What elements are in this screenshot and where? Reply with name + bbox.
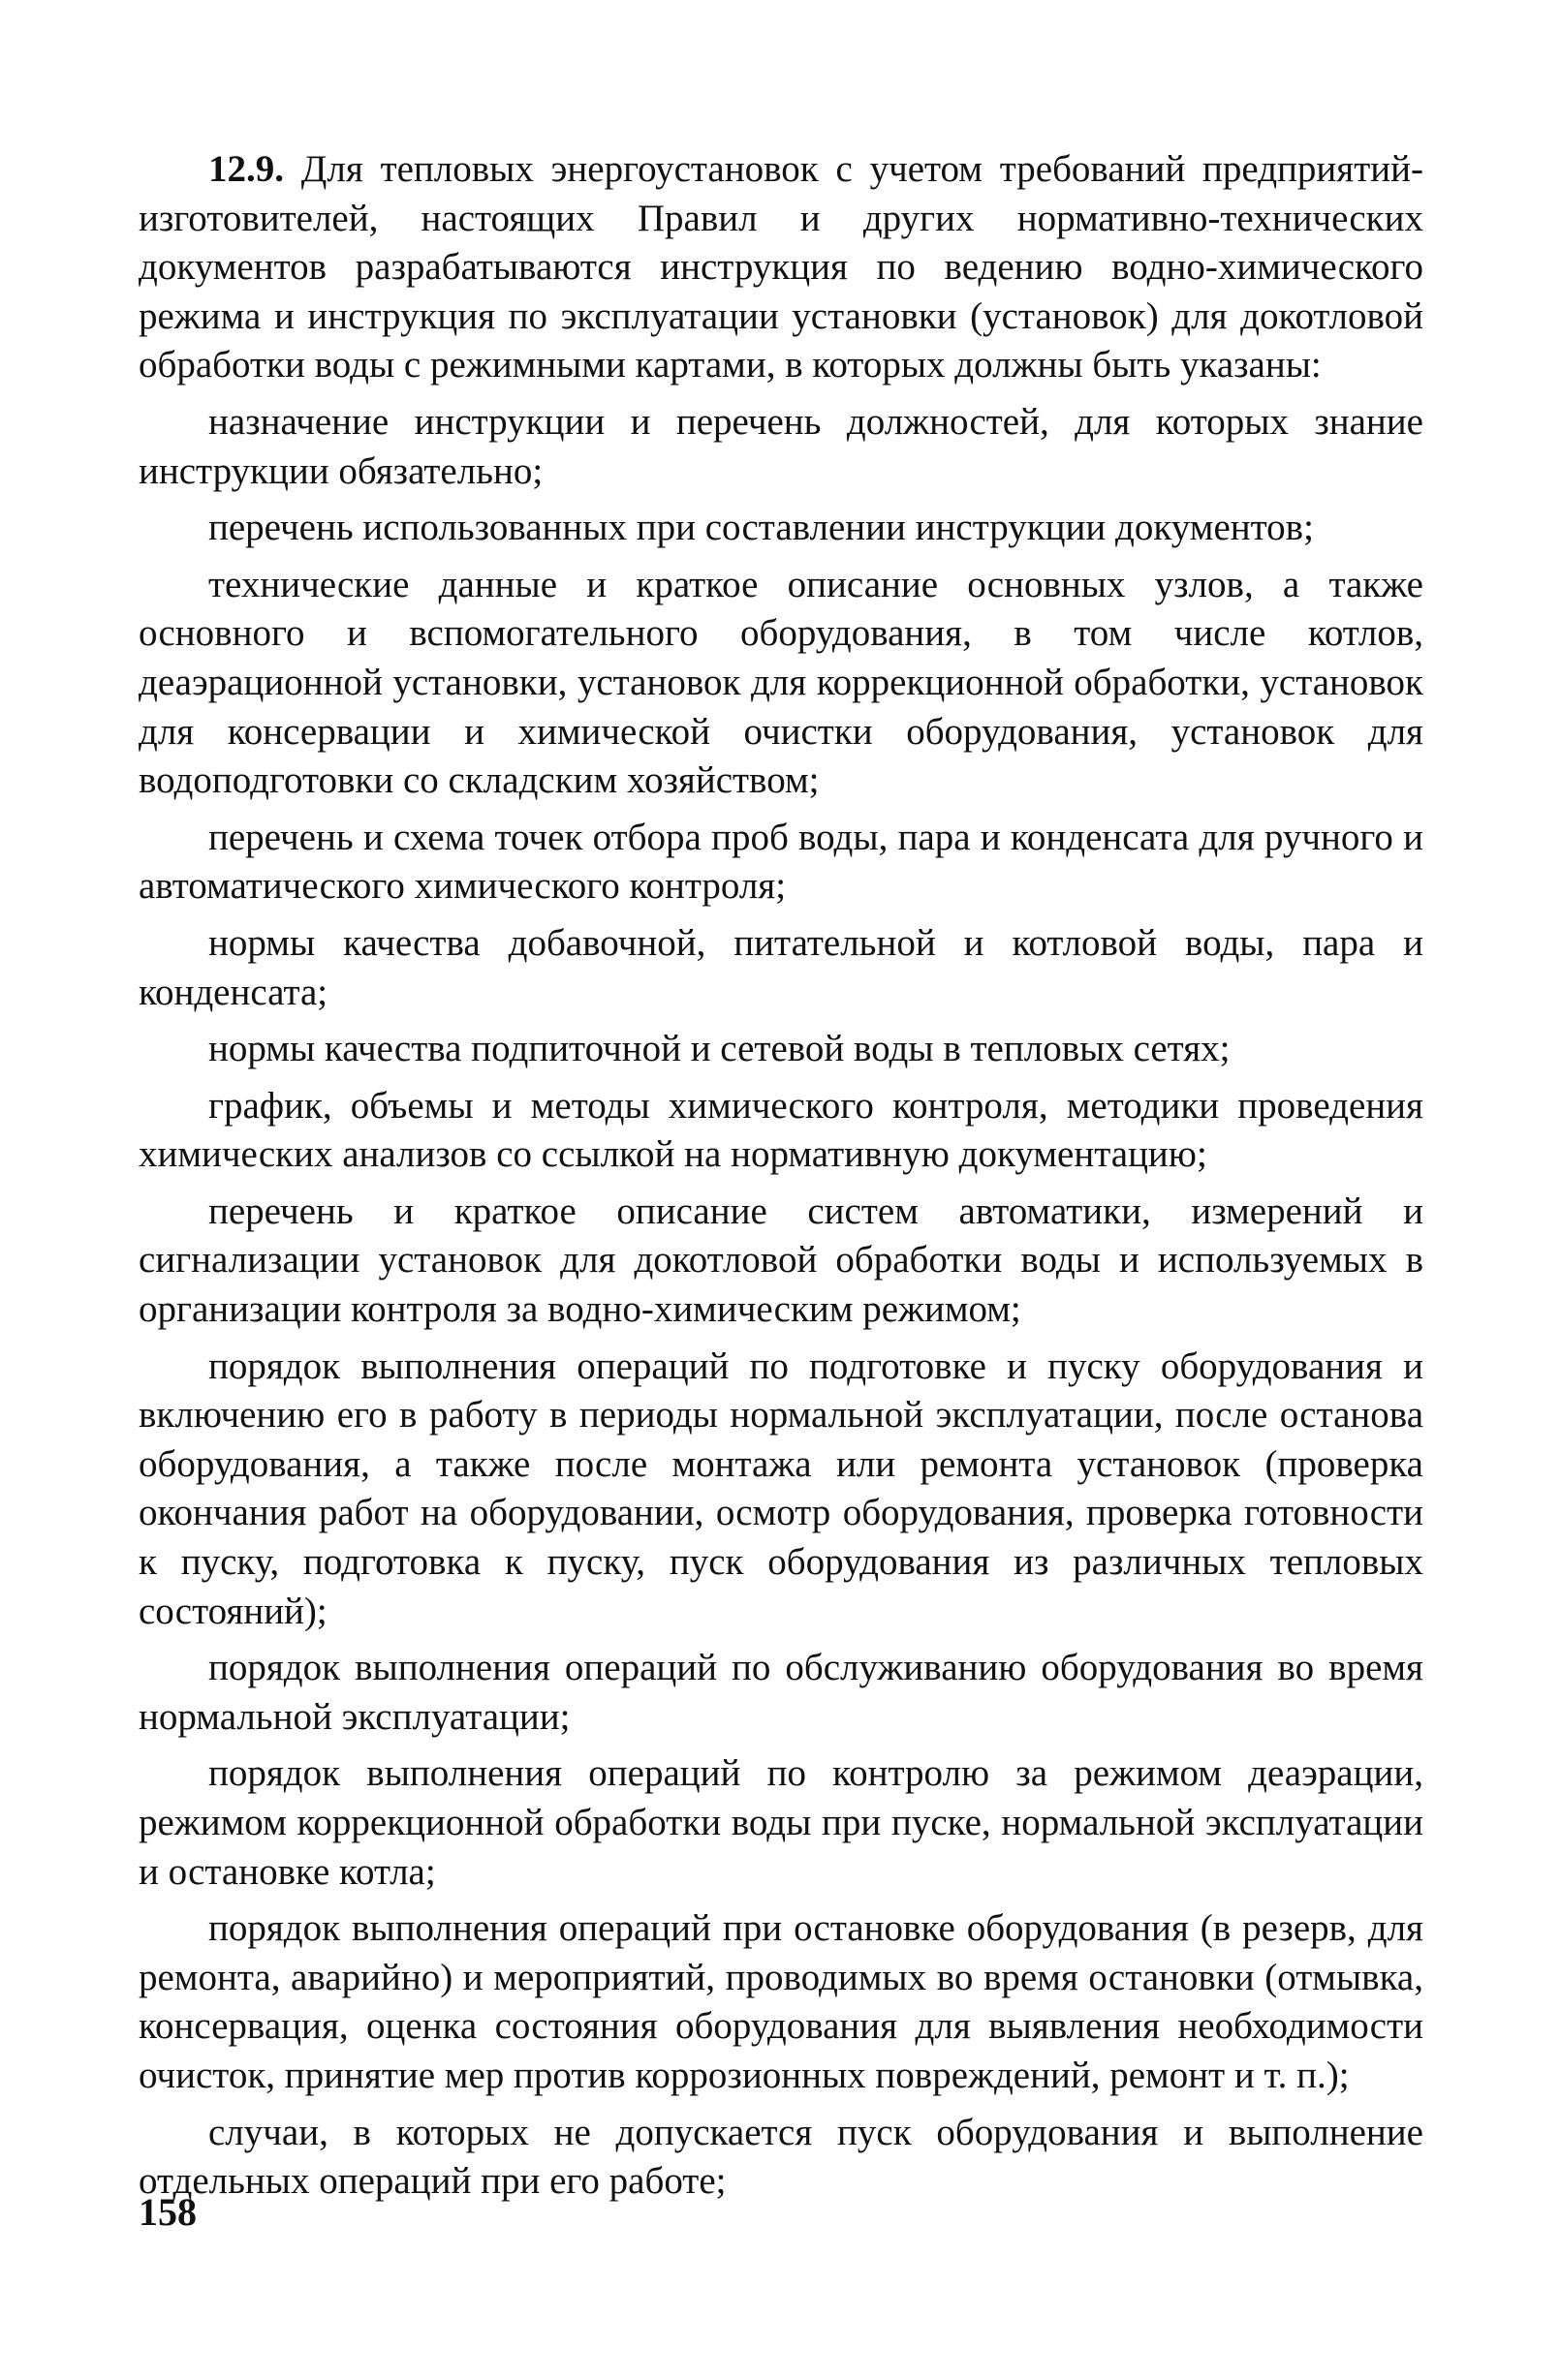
list-item: порядок выполнения операций при остановке оборудования (в резерв, для ремонта, аварийно) и мероприятий, проводимых во время остановки (отмывка, консервация, оценка состояния оборудования для выявления необходимости очисток, принятие мер против коррозионных повреждений, ремонт и т. п.); [139,1907,1423,2096]
list-item: порядок выполнения операций по контролю за режимом деаэрации, режимом коррекционной обработки воды при пуске, нормальной эксплуатации и остановке котла; [139,1752,1423,1893]
list-item: перечень и схема точек отбора проб воды, пара и конденсата для ручного и автоматического химического контроля; [139,816,1423,908]
list-item: перечень использованных при составлении инструкции документов; [208,507,1314,549]
section-number: 12.9. [208,148,284,190]
list-item: порядок выполнения операций по обслуживанию оборудования во время нормальной эксплуатации; [139,1647,1423,1738]
list-item: технические данные и краткое описание основных узлов, а также основного и вспомогательного оборудования, в том числе котлов, деаэрационной установки, установок для коррекционной обработки, установок для консервации и химической очистки оборудования, установок для водоподготовки со складским хозяйством; [139,563,1423,802]
page-number: 158 [139,2190,197,2234]
section-intro: Для тепловых энергоустановок с учетом требований предприятий-изготовителей, настоящих Правил и других нормативно-технических документов разрабатываются инструкция по ведению водно-химического режима и инструкция по эксплуатации установки (установок) для докотловой обработки воды с режимными картами, в которых должны быть указаны: [139,148,1423,386]
list-item: перечень и краткое описание систем автоматики, измерений и сигнализации установок для докотловой обработки воды и используемых в организации контроля за водно-химическим режимом; [139,1190,1423,1331]
list-item: порядок выполнения операций по подготовке и пуску оборудования и включению его в работу в периоды нормальной эксплуатации, после останова оборудования, а также после монтажа или ремонта установок (проверка окончания работ на оборудовании, осмотр оборудования, проверка готовности к пуску, подготовка к пуску, пуск оборудования из различных тепловых состояний); [139,1345,1423,1632]
list-item: случаи, в которых не допускается пуск оборудования и выполнение отдельных операций при его работе; [139,2111,1423,2203]
section-paragraph [139,145,1423,390]
list-item: нормы качества добавочной, питательной и котловой воды, пара и конденсата; [139,921,1423,1013]
list-item: назначение инструкции и перечень должностей, для которых знание инструкции обязательно; [139,400,1423,492]
list-item: график, объемы и методы химического контроля, методики проведения химических анализов со ссылкой на нормативную документацию; [139,1084,1423,1176]
list-item: нормы качества подпиточной и сетевой воды в тепловых сетях; [208,1028,1231,1070]
body-text [139,145,1423,2214]
